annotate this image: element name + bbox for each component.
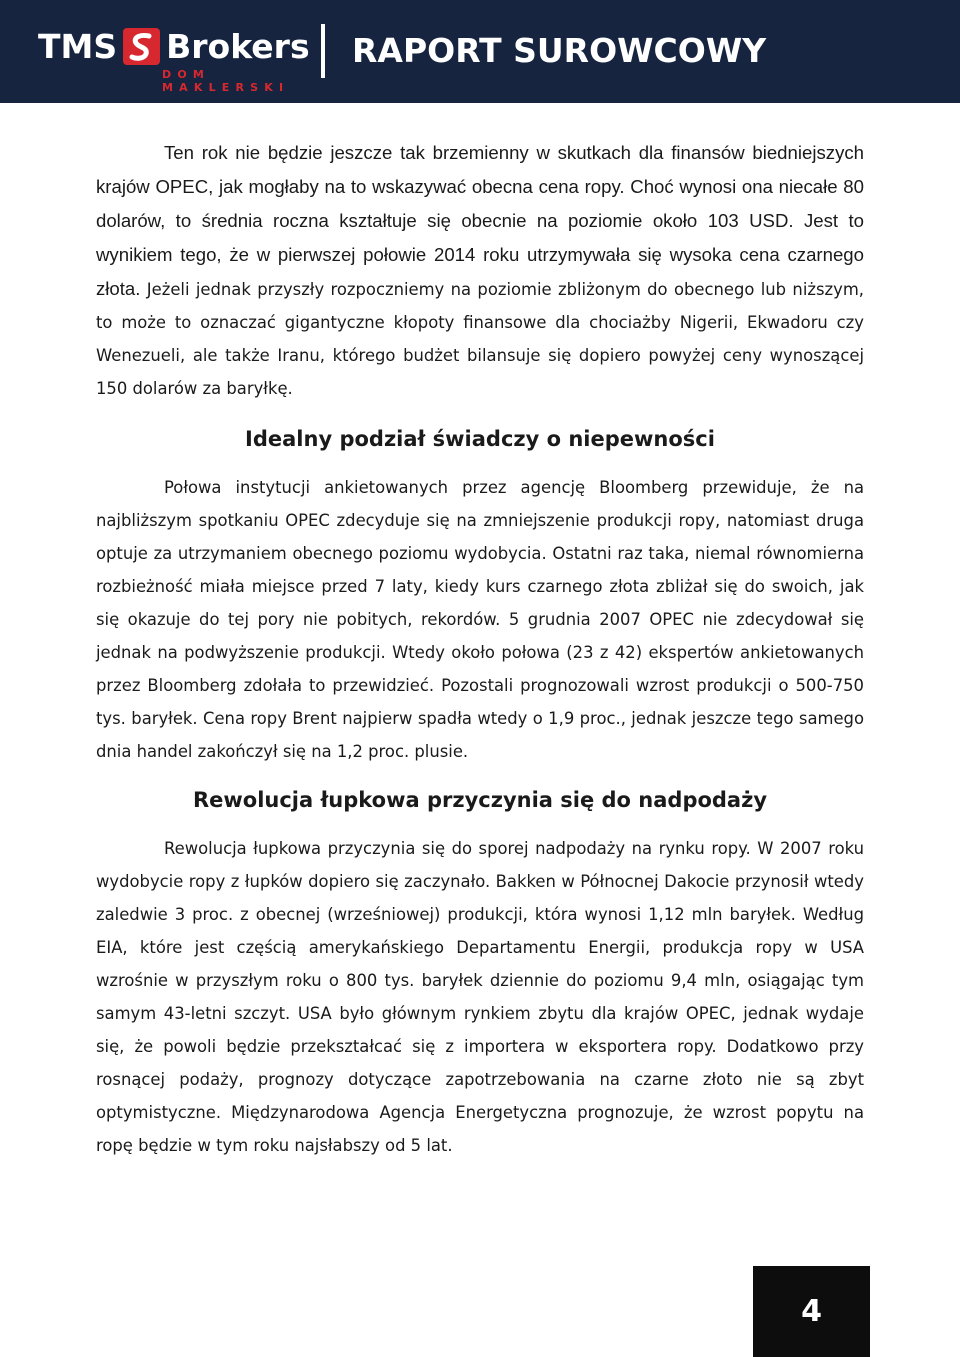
report-title: RAPORT SUROWCOWY bbox=[352, 31, 767, 70]
report-header bbox=[0, 0, 960, 103]
header-divider bbox=[321, 24, 325, 78]
logo-text-tms: TMS bbox=[38, 27, 118, 66]
report-body bbox=[96, 136, 864, 1162]
logo-subtitle: DOM MAKLERSKI bbox=[162, 68, 290, 94]
paragraph-1 bbox=[96, 136, 864, 405]
section-heading-1: Idealny podział świadczy o niepewności bbox=[245, 427, 715, 451]
paragraph-3: Rewolucja łupkowa przyczynia się do sporej nadpodaży na rynku ropy. W 2007 roku wydobycie ropy z łupków dopiero się zaczynało. Bakken w Północnej Dakocie przynosił wtedy zaledwie 3 proc. z obecnej (wrześniowej) produkcji, która wynosi 1,12 mln baryłek. Według EIA, które jest częścią amerykańskiego Departamentu Energii, produkcja ropy w USA wzrośnie w przyszłym roku o 800 tys. baryłek dziennie do poziomu 9,4 mln, osiągając tym samym 43-letni szczyt. USA było głównym rynkiem zbytu dla krajów OPEC, jednak wydaje się, że powoli będzie przekształcać się z importera w eksportera ropy. Dodatkowo przy rosnącej podaży, prognozy dotyczące zapotrzebowania na czarne złoto nie są zbyt optymistyczne. Międzynarodowa Agencja Energetyczna prognozuje, że wzrost popytu na ropę będzie w tym roku najsłabszy od 5 lat. bbox=[96, 839, 864, 1155]
paragraph-2: Połowa instytucji ankietowanych przez agencję Bloomberg przewiduje, że na najbliższym spotkaniu OPEC zdecyduje się na zmniejszenie produkcji ropy, natomiast druga optuje za utrzymaniem obecnego poziomu wydobycia. Ostatni raz taka, niemal równomierna rozbieżność miała miejsce przed 7 laty, kiedy kurs czarnego złota zbliżał się do swoich, jak się okazuje do tej pory nie pobitych, rekordów. 5 grudnia 2007 OPEC nie zdecydował się jednak na podwyższenie produkcji. Wtedy około połowa (23 z 42) ekspertów ankietowanych przez Bloomberg zdołała to przewidzieć. Pozostali prognozowali wzrost produkcji o 500-750 tys. baryłek. Cena ropy Brent najpierw spadła wtedy o 1,9 proc., jednak jeszcze tego samego dnia handel zakończył się na 1,2 proc. plusie. bbox=[96, 478, 864, 761]
logo-text-brokers: Brokers bbox=[166, 27, 310, 66]
tms-brokers-logo bbox=[38, 24, 310, 94]
page-number-box bbox=[753, 1266, 870, 1357]
paragraph-1-part-2: Jeżeli jednak przyszły rozpoczniemy na poziomie zbliżonym do obecnego lub niższym, to może to oznaczać gigantyczne kłopoty finansowe dla chociażby Nigerii, Ekwadoru czy Wenezueli, ale także Iranu, którego budżet bilansuje się dopiero powyżej ceny wynoszącej 150 dolarów za baryłkę. bbox=[96, 280, 864, 398]
section-heading-2: Rewolucja łupkowa przyczynia się do nadpodaży bbox=[192, 788, 768, 812]
paragraph-1-part-1: Ten rok nie będzie jeszcze tak brzemienny w skutkach dla finansów biedniejszych krajów OPEC, jak mogłaby na to wskazywać obecna cena ropy. Choć wynosi ona niecałe 80 dolarów, to średnia roczna kształtuje się obecnie na poziomie około 103 USD. Jest to wynikiem tego, że w pierwszej połowie 2014 roku utrzymywała się wysoka cena czarnego złota. bbox=[96, 142, 864, 299]
page-number: 4 bbox=[801, 1294, 822, 1329]
logo-s-icon bbox=[123, 28, 160, 65]
